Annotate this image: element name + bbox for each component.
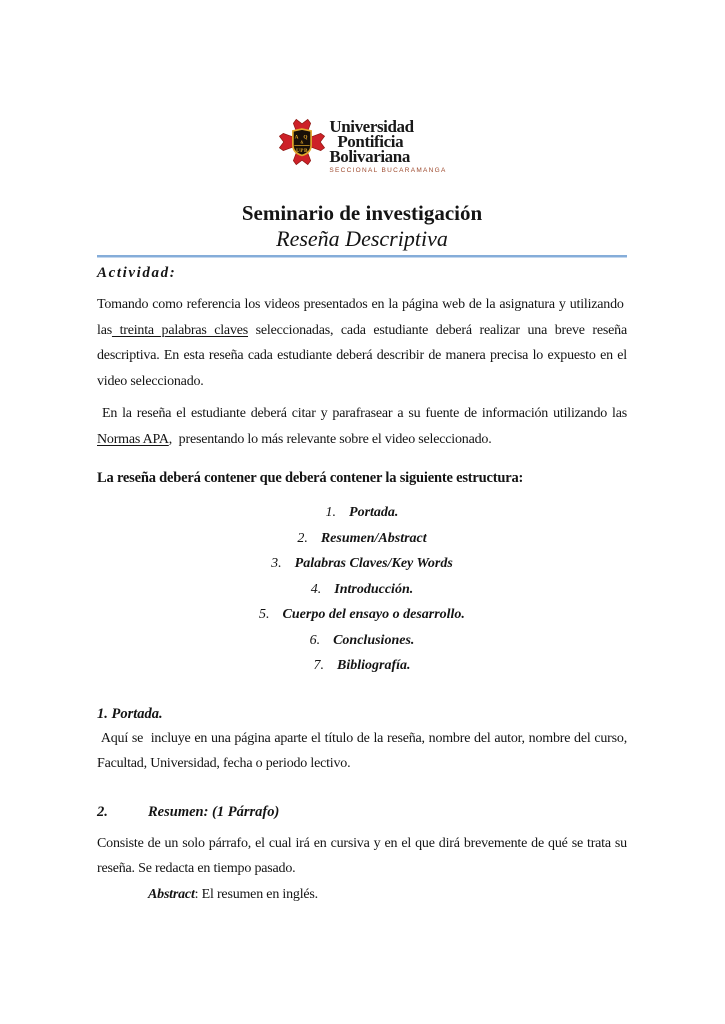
list-item-number: 2.: [297, 530, 308, 546]
section-resumen-heading: [97, 802, 627, 822]
activity-label: Actividad:: [97, 265, 177, 281]
list-item: [97, 653, 627, 679]
upb-logo: [278, 112, 446, 174]
underlined-normas-apa-text: Normas APA: [97, 431, 169, 447]
intro-run: Tomando como referencia los videos presentados en la página web de la asignatura y utilizando las: [97, 297, 627, 338]
university-name-line: Bolivariana: [329, 147, 410, 166]
abstract-line: [97, 882, 627, 908]
list-item: [97, 500, 627, 526]
abstract-label: Abstract: [148, 886, 195, 902]
section-portada-heading: 1. Portada.: [97, 705, 163, 722]
document-content: [97, 201, 627, 907]
list-item-number: 1.: [325, 505, 337, 520]
list-item: [97, 526, 627, 552]
list-item: [97, 602, 627, 628]
section-resumen-body: Consiste de un solo párrafo, el cual irá en cursiva y en el que dirá brevemente de qué se trata su reseña. Se redacta en tiempo pasado.: [97, 835, 627, 876]
list-item-label: Conclusiones.: [333, 632, 415, 648]
apa-paragraph: [97, 401, 627, 452]
apa-run: En la reseña el estudiante deberá citar y parafrasear a su fuente de información utilizando las: [97, 406, 627, 421]
list-item-label: Resumen/Abstract: [320, 530, 427, 546]
list-item-number: 6.: [309, 632, 321, 648]
abstract-text: : El resumen en inglés.: [194, 886, 318, 902]
shield-bottom-letters: UPB: [296, 148, 309, 155]
upb-crest-icon: [278, 112, 326, 172]
list-item-number: 3.: [271, 556, 282, 571]
list-item-label: Portada.: [349, 505, 399, 520]
section-resumen-title: Resumen: (1 Párrafo): [148, 803, 280, 820]
list-item: [97, 577, 627, 603]
list-item-label: Introducción.: [334, 581, 414, 597]
structure-list: [97, 500, 627, 679]
list-item-number: 4.: [310, 581, 322, 597]
list-item-label: Cuerpo del ensayo o desarrollo.: [282, 607, 465, 622]
list-item-number: 7.: [313, 658, 324, 673]
structure-heading: La reseña deberá contener que deberá contener la siguiente estructura:: [97, 470, 524, 486]
list-item-label: Bibliografía.: [336, 658, 411, 673]
list-item: [97, 551, 627, 577]
university-name: [329, 119, 446, 164]
logo-row: [0, 0, 725, 174]
page-title: Seminario de investigación: [241, 201, 483, 225]
title-divider: [97, 255, 627, 258]
section-portada-body: Aquí se incluye en una página aparte el título de la reseña, nombre del autor, nombre del curso, Facultad, Universidad, fecha o periodo lectivo.: [97, 730, 627, 771]
list-item-number: 5.: [259, 607, 270, 622]
intro-run: seleccionadas, cada estudiante deberá realizar una breve reseña descriptiva. En esta reseña cada estudiante deberá describir de manera precisa lo expuesto en el video seleccionado.: [97, 322, 627, 389]
shield-top-letters: A Q: [294, 134, 310, 141]
apa-run: , presentando lo más relevante sobre el video seleccionado.: [168, 431, 492, 447]
university-name-block: [329, 112, 446, 174]
shield-mid-symbol: &: [300, 140, 304, 145]
list-item-label: Palabras Claves/Key Words: [294, 556, 453, 571]
university-name-line: Pontificia: [337, 132, 404, 151]
section-resumen-number: 2.: [97, 803, 108, 820]
intro-paragraph: [97, 292, 627, 394]
university-name-line: Universidad: [329, 117, 414, 136]
list-item: [97, 628, 627, 654]
seccional-label: SECCIONAL BUCARAMANGA: [329, 167, 447, 174]
page-subtitle: Reseña Descriptiva: [276, 226, 448, 251]
underlined-keywords-text: treinta palabras claves: [111, 322, 249, 338]
